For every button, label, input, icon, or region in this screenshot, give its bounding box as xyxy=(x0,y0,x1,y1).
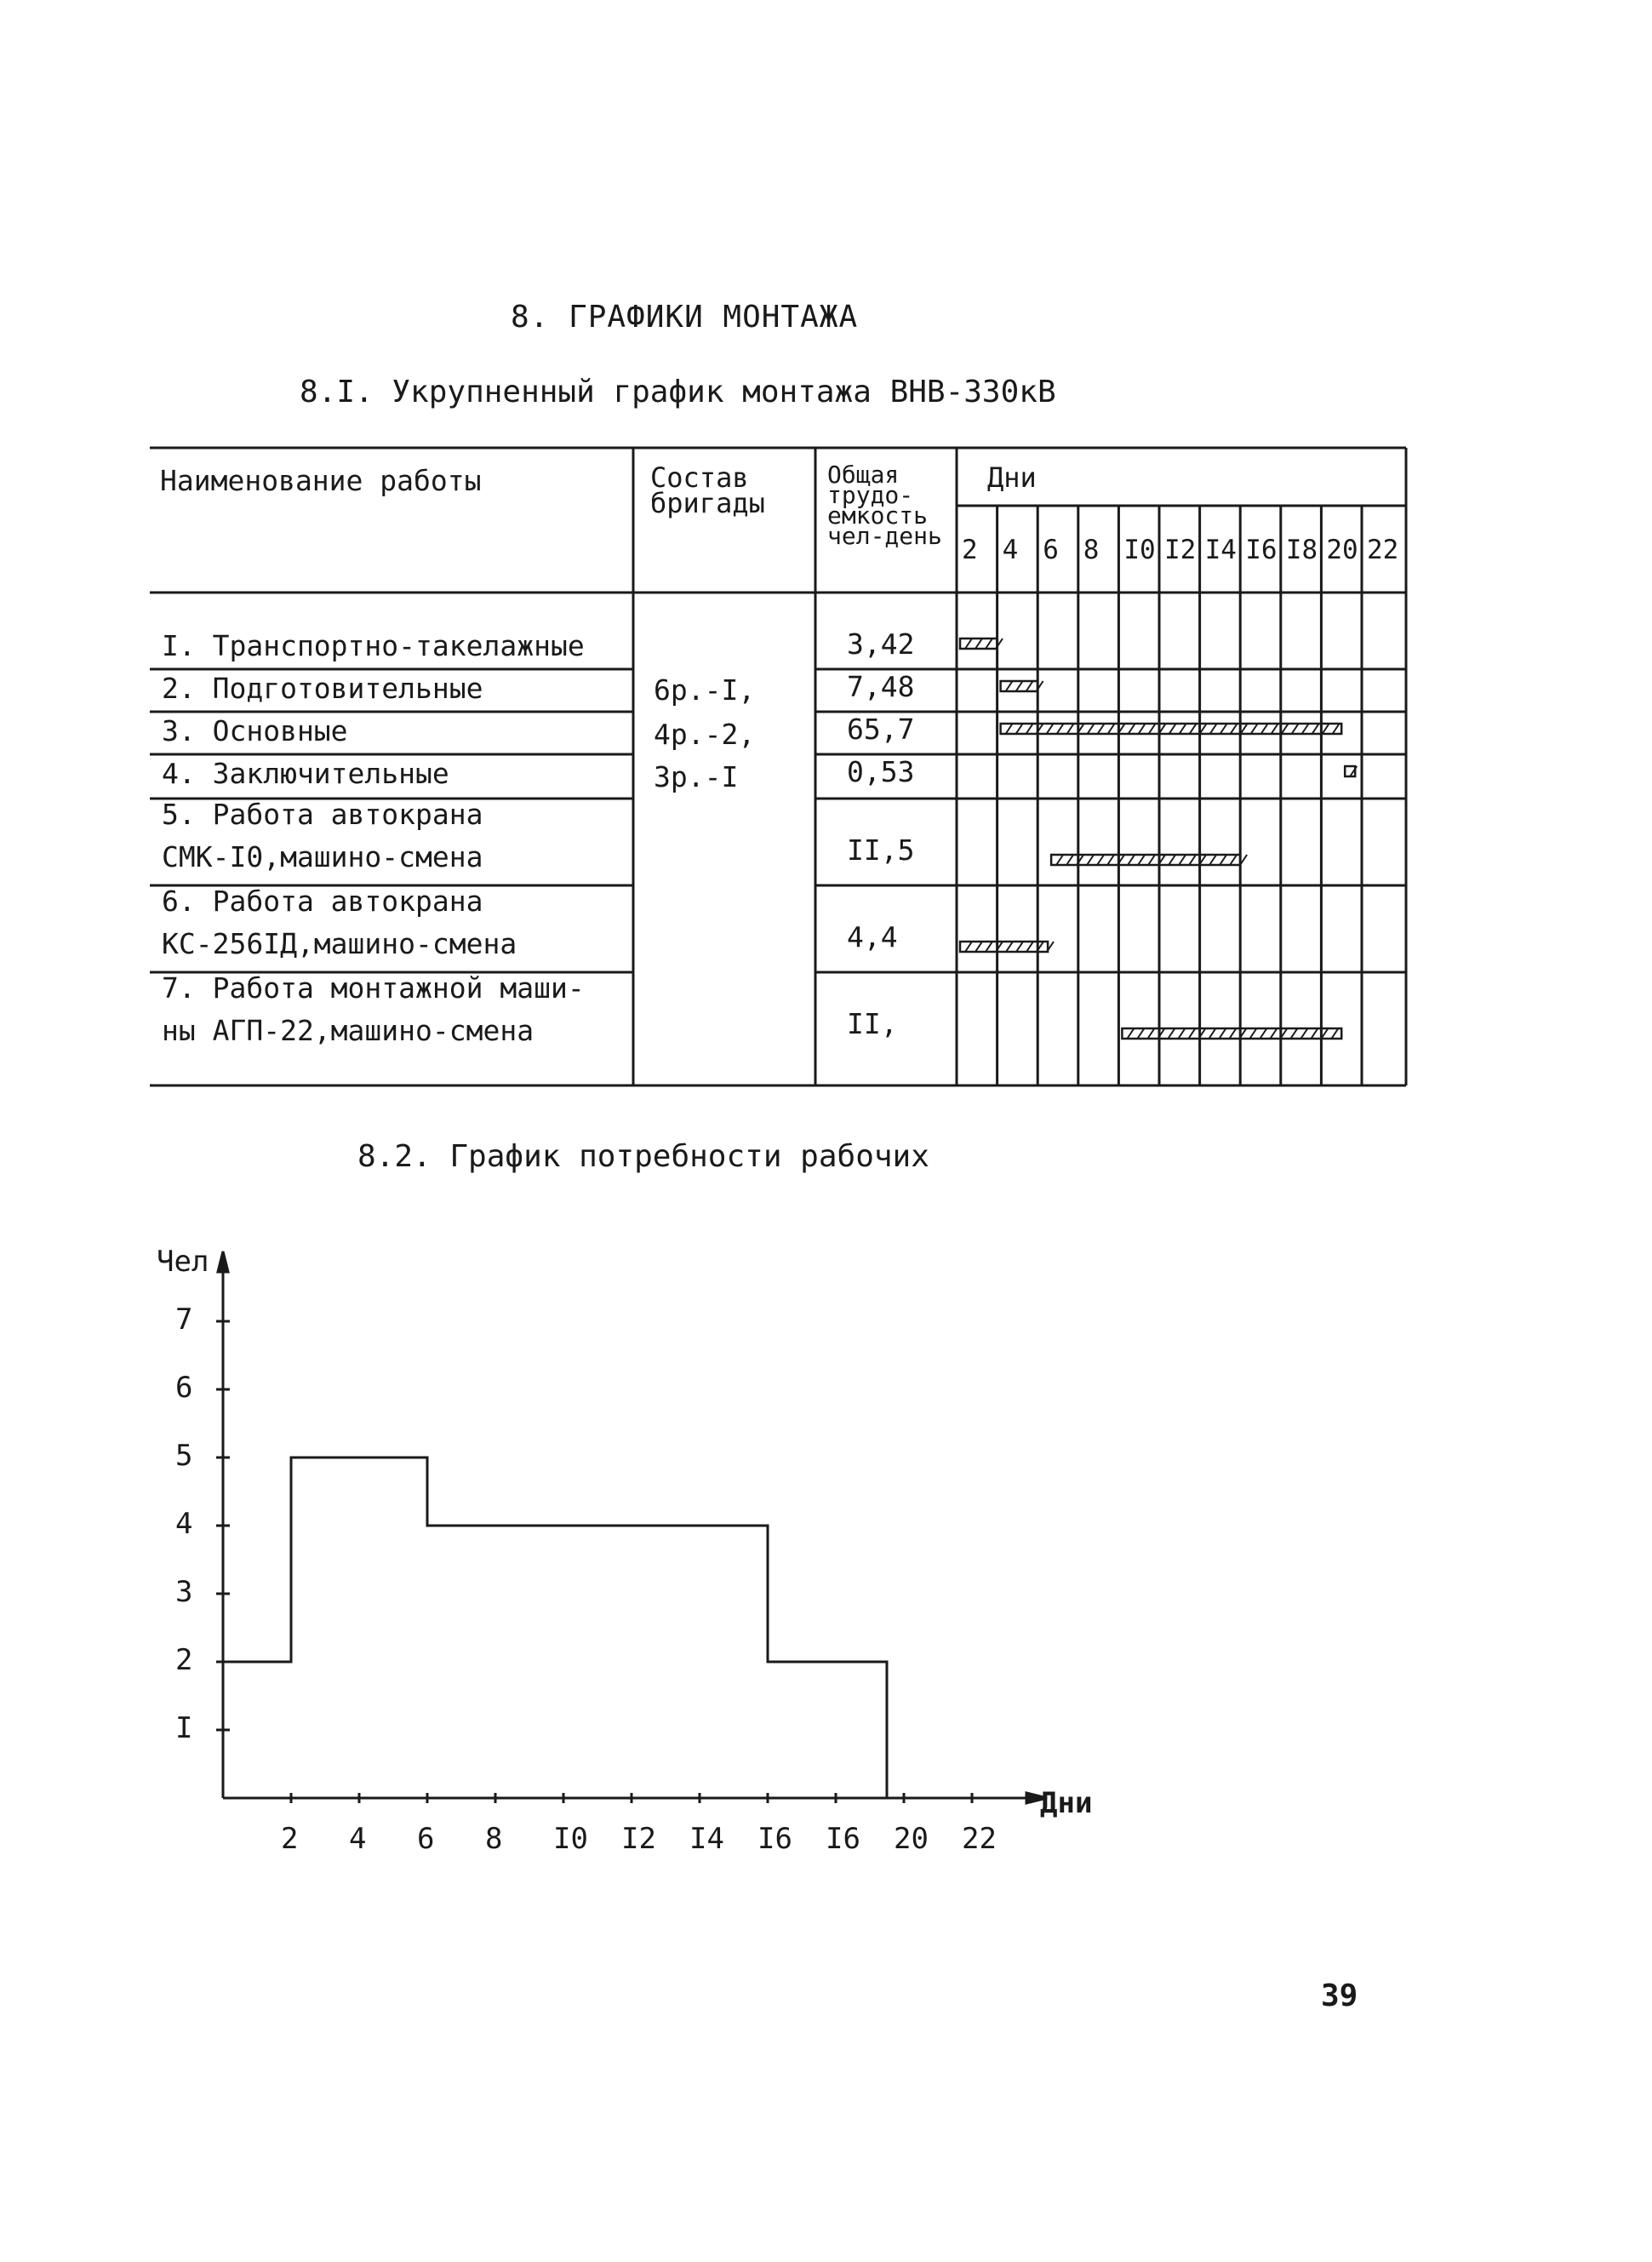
day-label: 2 xyxy=(962,535,978,565)
y-tick-label: I xyxy=(175,1711,193,1745)
day-label: I8 xyxy=(1285,535,1318,565)
page-title: 8. ГРАФИКИ МОНТАЖА xyxy=(511,300,859,335)
y-axis-label: Чел xyxy=(157,1245,209,1279)
team-line-3: 3р.-I xyxy=(654,760,739,793)
work-name: 4. Заключительные xyxy=(162,757,449,790)
y-tick-label: 3 xyxy=(175,1575,193,1609)
y-tick-label: 4 xyxy=(175,1507,193,1541)
team-line-2: 4р.-2, xyxy=(654,718,756,751)
x-tick-label: I0 xyxy=(553,1822,588,1856)
day-label: 6 xyxy=(1043,535,1059,565)
labor-value: II, xyxy=(847,1007,898,1040)
x-tick-label: 2 xyxy=(281,1822,299,1856)
work-name: КС-256IД,машино-смена xyxy=(162,927,517,960)
day-label: 20 xyxy=(1326,535,1358,565)
day-label: I6 xyxy=(1245,535,1278,565)
column-header-days: Дни xyxy=(987,461,1037,494)
x-tick-label: I6 xyxy=(757,1822,792,1856)
x-tick-label: 8 xyxy=(485,1822,503,1856)
work-name: 7. Работа монтажной маши- xyxy=(162,971,585,1005)
work-name: СМК-I0,машино-смена xyxy=(162,840,483,873)
x-tick-label: I4 xyxy=(689,1822,724,1856)
labor-value: II,5 xyxy=(847,833,915,867)
day-label: I4 xyxy=(1204,535,1237,565)
x-tick-label: 4 xyxy=(349,1822,367,1856)
workers-step-line xyxy=(223,1457,887,1798)
schedule-heading: 8.I. Укрупненный график монтажа ВНВ-330кВ xyxy=(300,375,1056,409)
day-label: I2 xyxy=(1164,535,1197,565)
work-name: ны АГП-22,машино-смена xyxy=(162,1014,534,1047)
day-label: 22 xyxy=(1367,535,1399,565)
labor-value: 65,7 xyxy=(847,713,915,746)
team-line-1: 6р.-I, xyxy=(654,673,756,707)
day-label: 4 xyxy=(1002,535,1019,565)
labor-value: 3,42 xyxy=(847,627,915,661)
work-name: 3. Основные xyxy=(162,714,348,747)
column-header-labor: Общая трудо- емкость чел-день xyxy=(827,461,942,550)
labor-value: 0,53 xyxy=(847,755,915,788)
work-name: 6. Работа автокрана xyxy=(162,885,483,918)
day-label: 8 xyxy=(1083,535,1100,565)
y-tick-label: 2 xyxy=(175,1643,193,1677)
page-number: 39 xyxy=(1321,1979,1358,2013)
x-tick-label: 22 xyxy=(962,1822,997,1856)
y-tick-label: 6 xyxy=(175,1371,193,1405)
x-axis-label: Дни xyxy=(1040,1786,1093,1820)
y-tick-label: 5 xyxy=(175,1439,193,1473)
work-name: 2. Подготовительные xyxy=(162,672,483,705)
labor-value: 4,4 xyxy=(847,920,898,953)
labor-value: 7,48 xyxy=(847,670,915,703)
work-name: I. Транспортно-такелажные xyxy=(162,629,585,662)
y-tick-label: 7 xyxy=(175,1303,193,1337)
column-header-work: Наименование работы xyxy=(160,464,482,497)
y-axis-arrow xyxy=(218,1251,228,1272)
x-tick-label: 20 xyxy=(894,1822,929,1856)
x-tick-label: 6 xyxy=(417,1822,435,1856)
work-name: 5. Работа автокрана xyxy=(162,798,483,831)
x-tick-label: I2 xyxy=(621,1822,656,1856)
column-header-team: Состав бригады xyxy=(650,461,765,519)
day-label: I0 xyxy=(1123,535,1156,565)
chart-heading: 8.2. График потребности рабочих xyxy=(357,1139,929,1174)
x-tick-label: I6 xyxy=(826,1822,860,1856)
